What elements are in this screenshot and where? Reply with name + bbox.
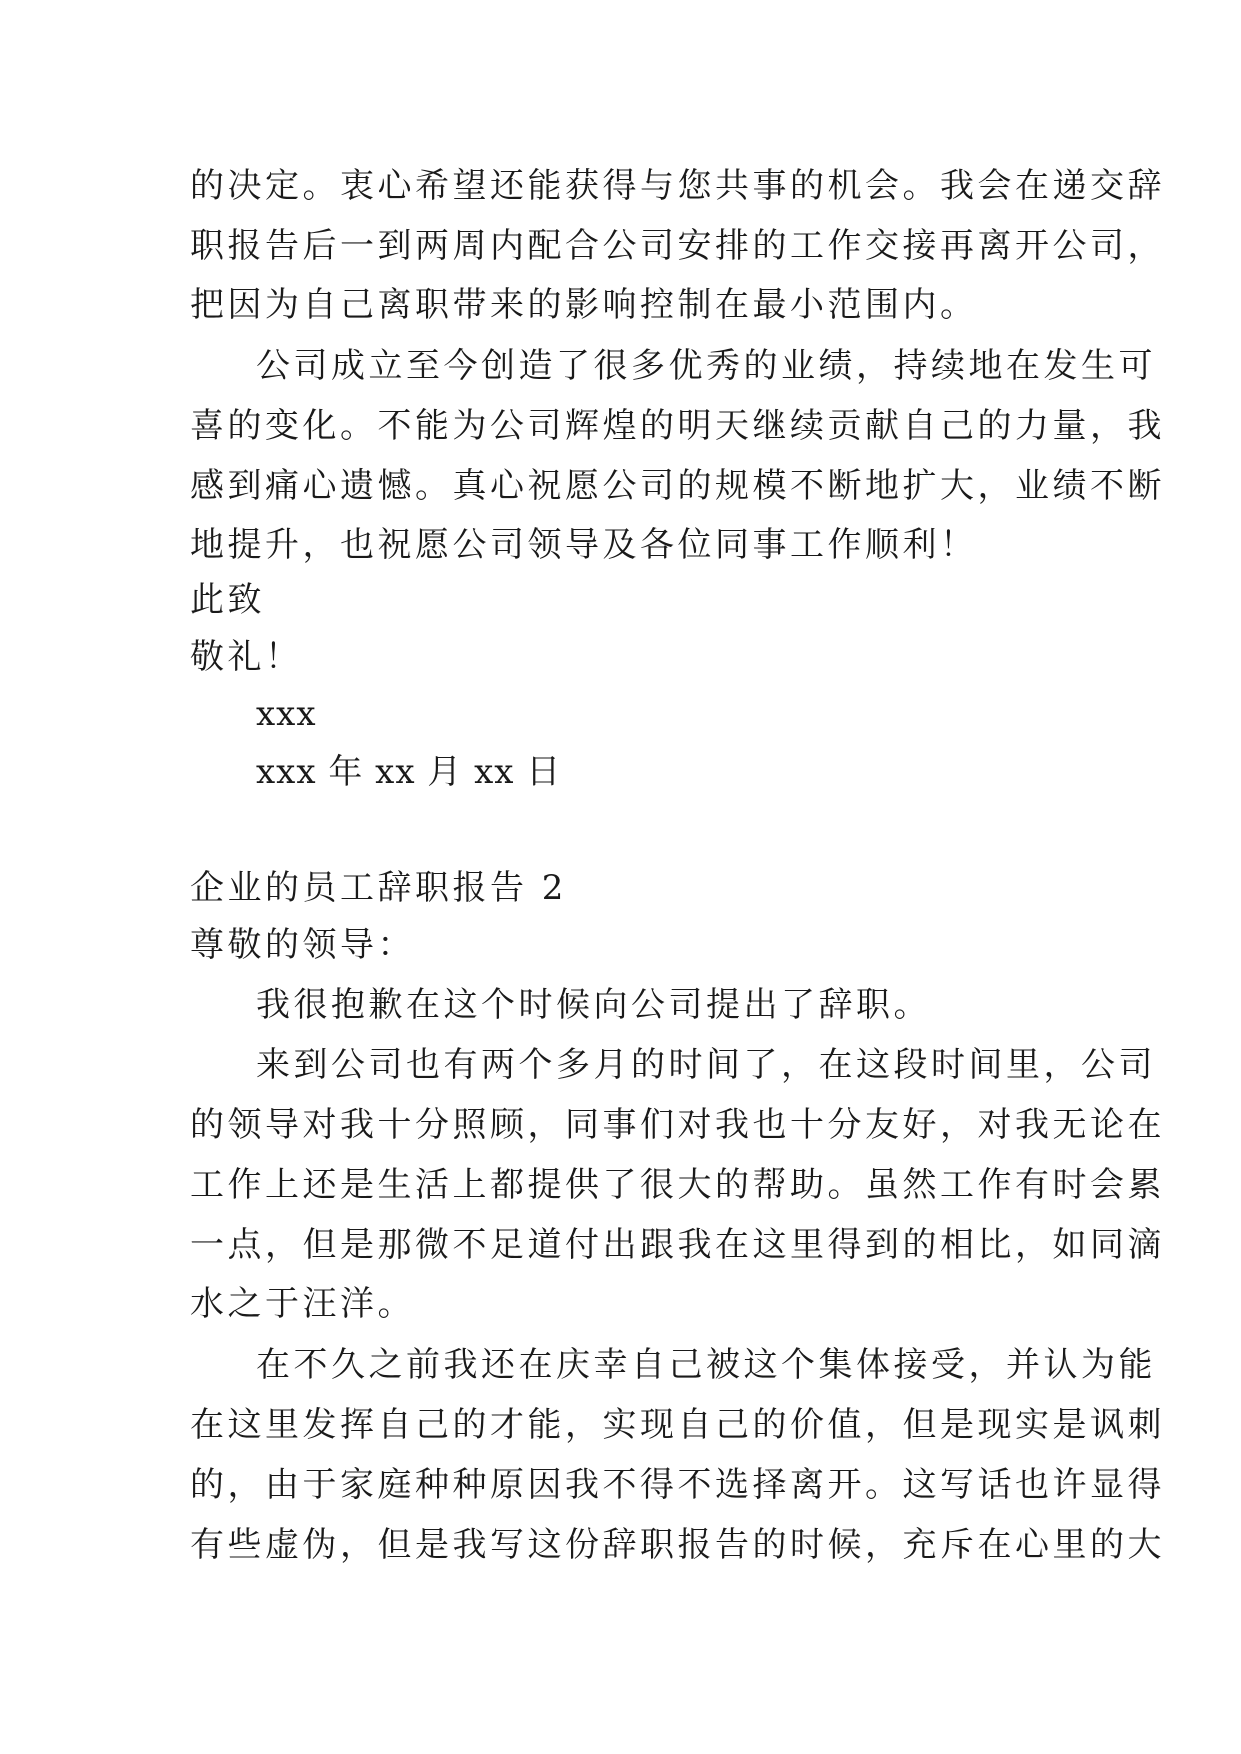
paragraph-line: 水之于汪洋。 <box>190 1284 415 1324</box>
paragraph-line: 一点，但是那微不足道付出跟我在这里得到的相比，如同滴 <box>190 1225 1165 1265</box>
paragraph-line: 的领导对我十分照顾，同事们对我也十分友好，对我无论在 <box>190 1105 1165 1145</box>
paragraph-line: 职报告后一到两周内配合公司安排的工作交接再离开公司， <box>190 226 1165 266</box>
paragraph-line: 感到痛心遗憾。真心祝愿公司的规模不断地扩大，业绩不断 <box>190 466 1165 506</box>
paragraph-line: 喜的变化。不能为公司辉煌的明天继续贡献自己的力量，我 <box>190 406 1165 446</box>
paragraph-line: 的决定。衷心希望还能获得与您共事的机会。我会在递交辞 <box>190 166 1165 206</box>
paragraph-line: 在不久之前我还在庆幸自己被这个集体接受，并认为能 <box>256 1345 1156 1385</box>
paragraph-line: 工作上还是生活上都提供了很大的帮助。虽然工作有时会累 <box>190 1165 1165 1205</box>
paragraph-line: 在这里发挥自己的才能，实现自己的价值，但是现实是讽刺 <box>190 1405 1165 1445</box>
paragraph-line: 地提升，也祝愿公司领导及各位同事工作顺利！ <box>190 525 978 565</box>
document-title: 企业的员工辞职报告 2 <box>190 868 567 908</box>
paragraph-line: 有些虚伪，但是我写这份辞职报告的时候，充斥在心里的大 <box>190 1525 1165 1565</box>
date-line: xxx 年 xx 月 xx 日 <box>256 752 562 792</box>
salutation: 尊敬的领导： <box>190 925 415 965</box>
signature: xxx <box>256 694 317 734</box>
closing-salute: 敬礼！ <box>190 637 303 677</box>
closing-line: 此致 <box>190 580 265 620</box>
paragraph-line: 把因为自己离职带来的影响控制在最小范围内。 <box>190 285 978 325</box>
paragraph-line: 公司成立至今创造了很多优秀的业绩，持续地在发生可 <box>256 346 1156 386</box>
paragraph-line: 的，由于家庭种种原因我不得不选择离开。这写话也许显得 <box>190 1465 1165 1505</box>
paragraph-line: 我很抱歉在这个时候向公司提出了辞职。 <box>256 985 931 1025</box>
paragraph-line: 来到公司也有两个多月的时间了，在这段时间里，公司 <box>256 1045 1156 1085</box>
